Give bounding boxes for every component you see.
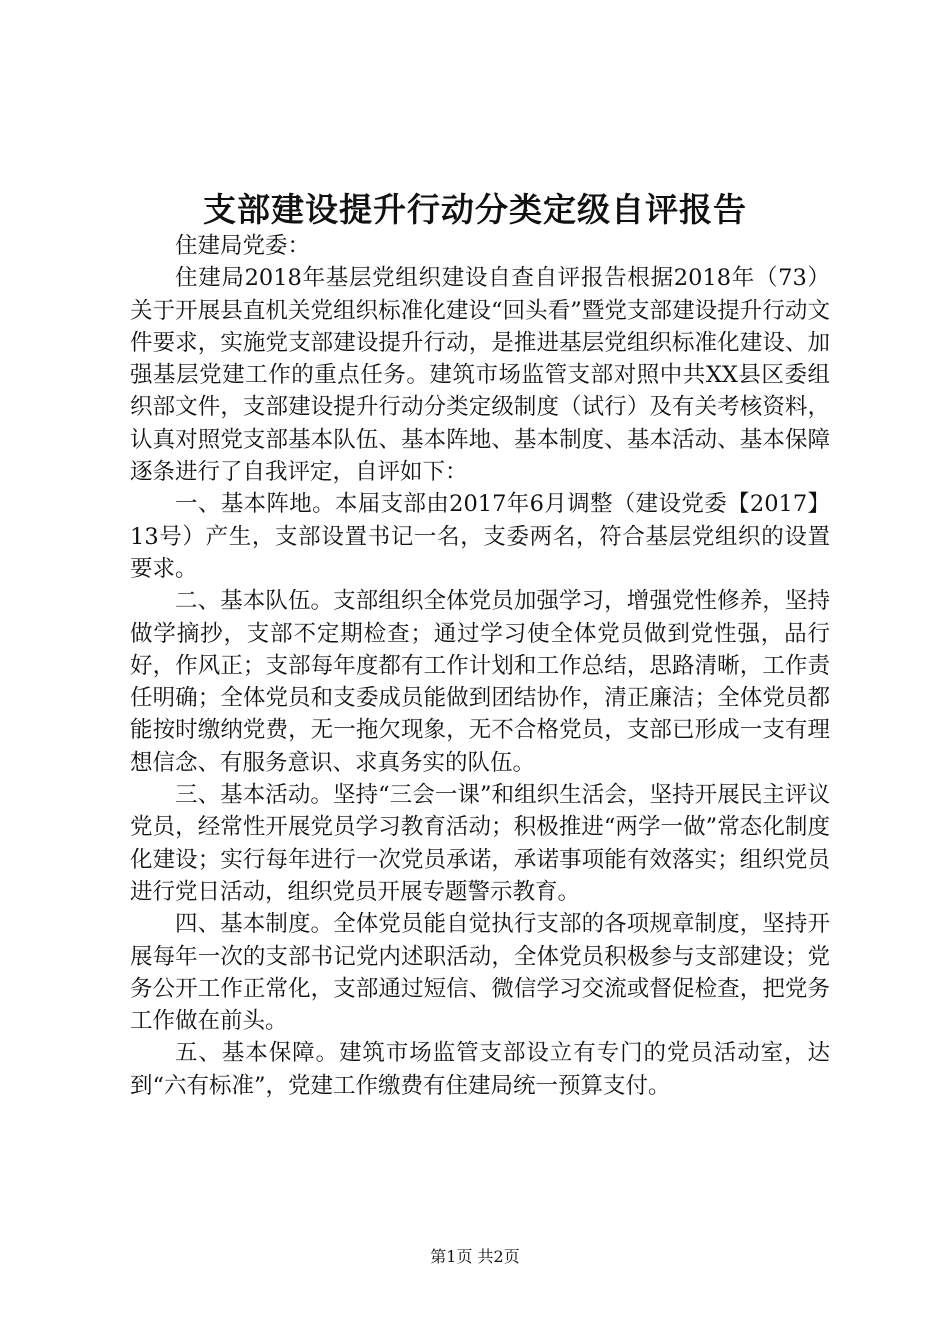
paragraph-basic-guarantee: 五、基本保障。建筑市场监管支部设立有专门的党员活动室，达到“六有标准”，党建工作缴费有住建局统一预算支付。 [130,1040,830,1099]
paragraph-basic-system: 四、基本制度。全体党员能自觉执行支部的各项规章制度，坚持开展每年一次的支部书记党内述职活动，全体党员积极参与支部建设；党务公开工作正常化，支部通过短信、微信学习交流或督促检查，把党务工作做在前头。 [130,911,830,1035]
paragraph-intro: 住建局2018年基层党组织建设自查自评报告根据2018年（73）关于开展县直机关党组织标准化建设“回头看”暨党支部建设提升行动文件要求，实施党支部建设提升行动，是推进基层党组织标准化建设、加强基层党建工作的重点任务。建筑市场监管支部对照中共XX县区委组织部文件，支部建设提升行动分类定级制度（试行）及有关考核资料，认真对照党支部基本队伍、基本阵地、基本制度、基本活动、基本保障逐条进行了自我评定，自评如下： [130,265,830,486]
page-number-footer: 第1页 共2页 [430,1247,520,1266]
salutation: 住建局党委： [175,233,311,259]
paragraph-basic-team: 二、基本队伍。支部组织全体党员加强学习，增强党性修养，坚持做学摘抄，支部不定期检查；通过学习使全体党员做到党性强，品行好，作风正；支部每年度都有工作计划和工作总结，思路清晰，工作责任明确；全体党员和支委成员能做到团结协作，清正廉洁；全体党员都能按时缴纳党费，无一拖欠现象，无不合格党员，支部已形成一支有理想信念、有服务意识、求真务实的队伍。 [130,588,830,776]
paragraph-basic-activities: 三、基本活动。坚持“三会一课”和组织生活会，坚持开展民主评议党员，经常性开展党员学习教育活动；积极推进“两学一做”常态化制度化建设；实行每年进行一次党员承诺，承诺事项能有效落实；组织党员进行党日活动，组织党员开展专题警示教育。 [130,782,830,905]
document-title: 支部建设提升行动分类定级自评报告 [203,190,747,229]
document-body [130,230,830,1102]
paragraph-basic-position: 一、基本阵地。本届支部由2017年6月调整（建设党委【2017】13号）产生，支部设置书记一名，支委两名，符合基层党组织的设置要求。 [130,491,830,582]
